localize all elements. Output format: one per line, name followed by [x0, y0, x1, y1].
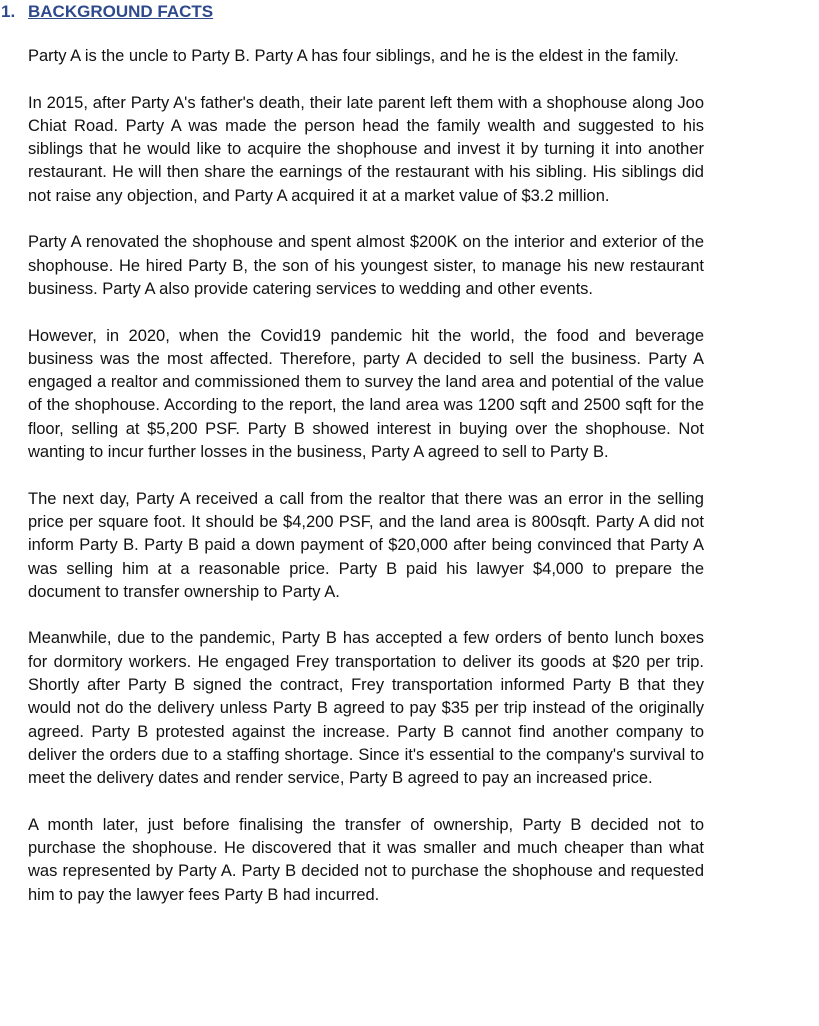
paragraph-shophouse-acquisition: In 2015, after Party A's father's death, their late parent left them with a shophouse along Joo Chiat Road. Party A was made the person head the family wealth and suggested to his siblings that he would like to acquire the shophouse and invest it by turning it into another restaurant. He will then share the earnings of the restaurant with his sibling. His siblings did not raise any objection, and Party A acquired it at a market value of $3.2 million.	[28, 93, 704, 205]
paragraph-price-error: The next day, Party A received a call from the realtor that there was an error in the selling price per square foot. It should be $4,200 PSF, and the land area is 800sqft. Party A did not inform Party B. Party B paid a down payment of $20,000 after being convinced that Party A was selling him at a reasonable price. Party B paid his lawyer $4,000 to prepare the document to transfer ownership to Party A.	[28, 489, 704, 601]
section-heading	[1, 0, 213, 23]
paragraph-renovation: Party A renovated the shophouse and spent almost $200K on the interior and exterior of the shophouse. He hired Party B, the son of his youngest sister, to manage his new restaurant business. Party A also provide catering services to wedding and other events.	[28, 233, 704, 298]
paragraph-purchase-withdrawal: A month later, just before finalising the transfer of ownership, Party B decided not to purchase the shophouse. He discovered that it was smaller and much cheaper than what was represented by Party A. Party B decided not to purchase the shophouse and requested him to pay the lawyer fees Party B had incurred.	[28, 815, 704, 904]
section-title: BACKGROUND FACTS	[28, 2, 214, 21]
document-body	[28, 45, 704, 930]
paragraph-family-background: Party A is the uncle to Party B. Party A has four siblings, and he is the eldest in the family.	[28, 47, 679, 65]
section-number: 1.	[1, 2, 16, 21]
paragraph-pandemic-sale: However, in 2020, when the Covid19 pandemic hit the world, the food and beverage business was the most affected. Therefore, party A decided to sell the business. Party A engaged a realtor and commissioned them to survey the land area and potential of the value of the shophouse. According to the report, the land area was 1200 sqft and 2500 sqft for the floor, selling at $5,200 PSF. Party B showed interest in buying over the shophouse. Not wanting to incur further losses in the business, Party A agreed to sell to Party B.	[28, 326, 704, 462]
paragraph-delivery-contract: Meanwhile, due to the pandemic, Party B has accepted a few orders of bento lunch boxes for dormitory workers. He engaged Frey transportation to deliver its goods at $20 per trip. Shortly after Party B signed the contract, Frey transportation informed Party B that they would not do the delivery unless Party B agreed to pay $35 per trip instead of the originally agreed. Party B protested against the increase. Party B cannot find another company to deliver the orders due to a staffing shortage. Since it's essential to the company's survival to meet the delivery dates and render service, Party B agreed to pay an increased price.	[28, 629, 704, 788]
